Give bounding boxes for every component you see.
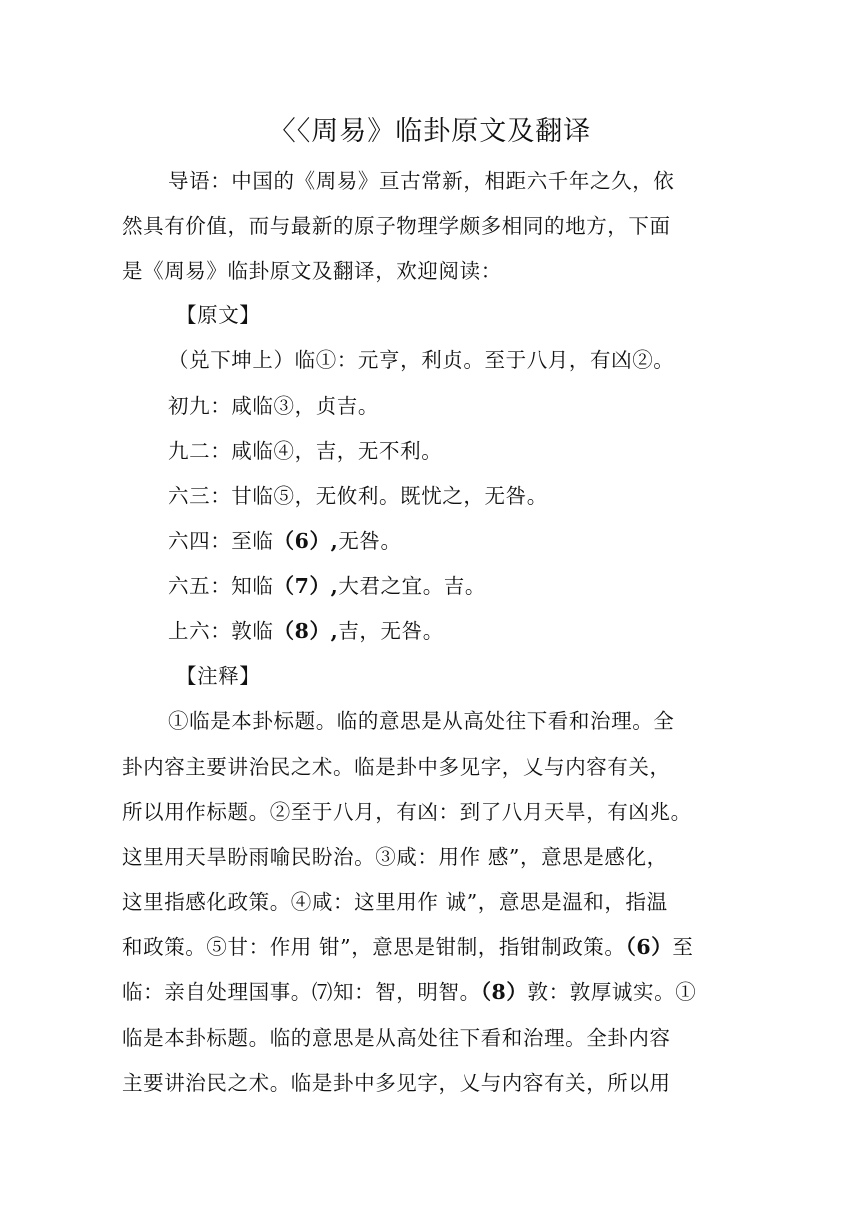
notes-line-2: 卦内容主要讲治民之术。临是卦中多见字，乂与内容有关， xyxy=(122,755,671,779)
original-line-7-rest: 吉，无咎。 xyxy=(338,619,444,643)
notes-line-8: 临是本卦标题。临的意思是从高处往下看和治理。全卦内容 xyxy=(122,1026,671,1050)
original-heading: 【原文】 xyxy=(176,303,261,327)
original-line-5-text: 六四：至临 xyxy=(168,529,274,553)
original-line-6-text: 六五：知临 xyxy=(168,574,274,598)
original-line-5-rest: 无咎。 xyxy=(338,529,402,553)
notes-line-1: ①临是本卦标题。临的意思是从高处往下看和治理。全 xyxy=(168,709,675,733)
notes-line-7-rest: 敦：敦厚诚实。① xyxy=(527,980,697,1004)
intro-line-2: 然具有价值，而与最新的原子物理学颇多相同的地方，下面 xyxy=(122,214,671,238)
original-line-6-rest: 大君之宜。吉。 xyxy=(338,574,487,598)
notes-line-5: 这里指感化政策。④咸：这里用作 诚”，意思是温和，指温 xyxy=(122,890,668,914)
note-ref-7: （7）, xyxy=(273,574,339,598)
original-line-2: 初九：咸临③，贞吉。 xyxy=(168,394,379,418)
notes-line-6 xyxy=(122,932,693,962)
notes-line-3: 所以用作标题。②至于八月，有凶：到了八月天旱，有凶兆。 xyxy=(122,800,692,824)
notes-line-7 xyxy=(122,977,696,1007)
original-line-4: 六三：甘临⑤，无攸利。既忧之，无咎。 xyxy=(168,484,548,508)
notes-line-6-text: 和政策。⑤甘：作用 钳”，意思是钳制，指钳制政策。 xyxy=(122,935,626,959)
notes-heading: 【注释】 xyxy=(176,664,261,688)
intro-line-3: 是《周易》临卦原文及翻译，欢迎阅读： xyxy=(122,259,502,283)
notes-ref-6: （6） xyxy=(625,935,673,959)
original-line-7 xyxy=(168,616,444,646)
original-line-5 xyxy=(168,526,402,556)
original-line-3: 九二：咸临④，吉，无不利。 xyxy=(168,439,443,463)
notes-line-9: 主要讲治民之术。临是卦中多见字，乂与内容有关，所以用 xyxy=(122,1071,671,1095)
note-ref-6: （6）, xyxy=(273,529,339,553)
notes-line-4: 这里用天旱盼雨喻民盼治。③咸：用作 感”，意思是感化， xyxy=(122,845,668,869)
notes-line-6-rest: 至 xyxy=(672,935,694,959)
notes-ref-8: （8） xyxy=(480,980,528,1004)
original-line-6 xyxy=(168,571,486,601)
notes-line-7-text: 临：亲自处理国事。⑺知：智，明智。 xyxy=(122,980,481,1004)
page-title: 〈〈周易》临卦原文及翻译 xyxy=(268,116,592,147)
original-line-1: （兑下坤上）临①：元亨，利贞。至于八月，有凶②。 xyxy=(168,348,675,372)
original-line-7-text: 上六：敦临 xyxy=(168,619,274,643)
note-ref-8: （8）, xyxy=(273,619,339,643)
intro-line-1: 导语：中国的《周易》亘古常新，相距六千年之久，依 xyxy=(168,169,675,193)
